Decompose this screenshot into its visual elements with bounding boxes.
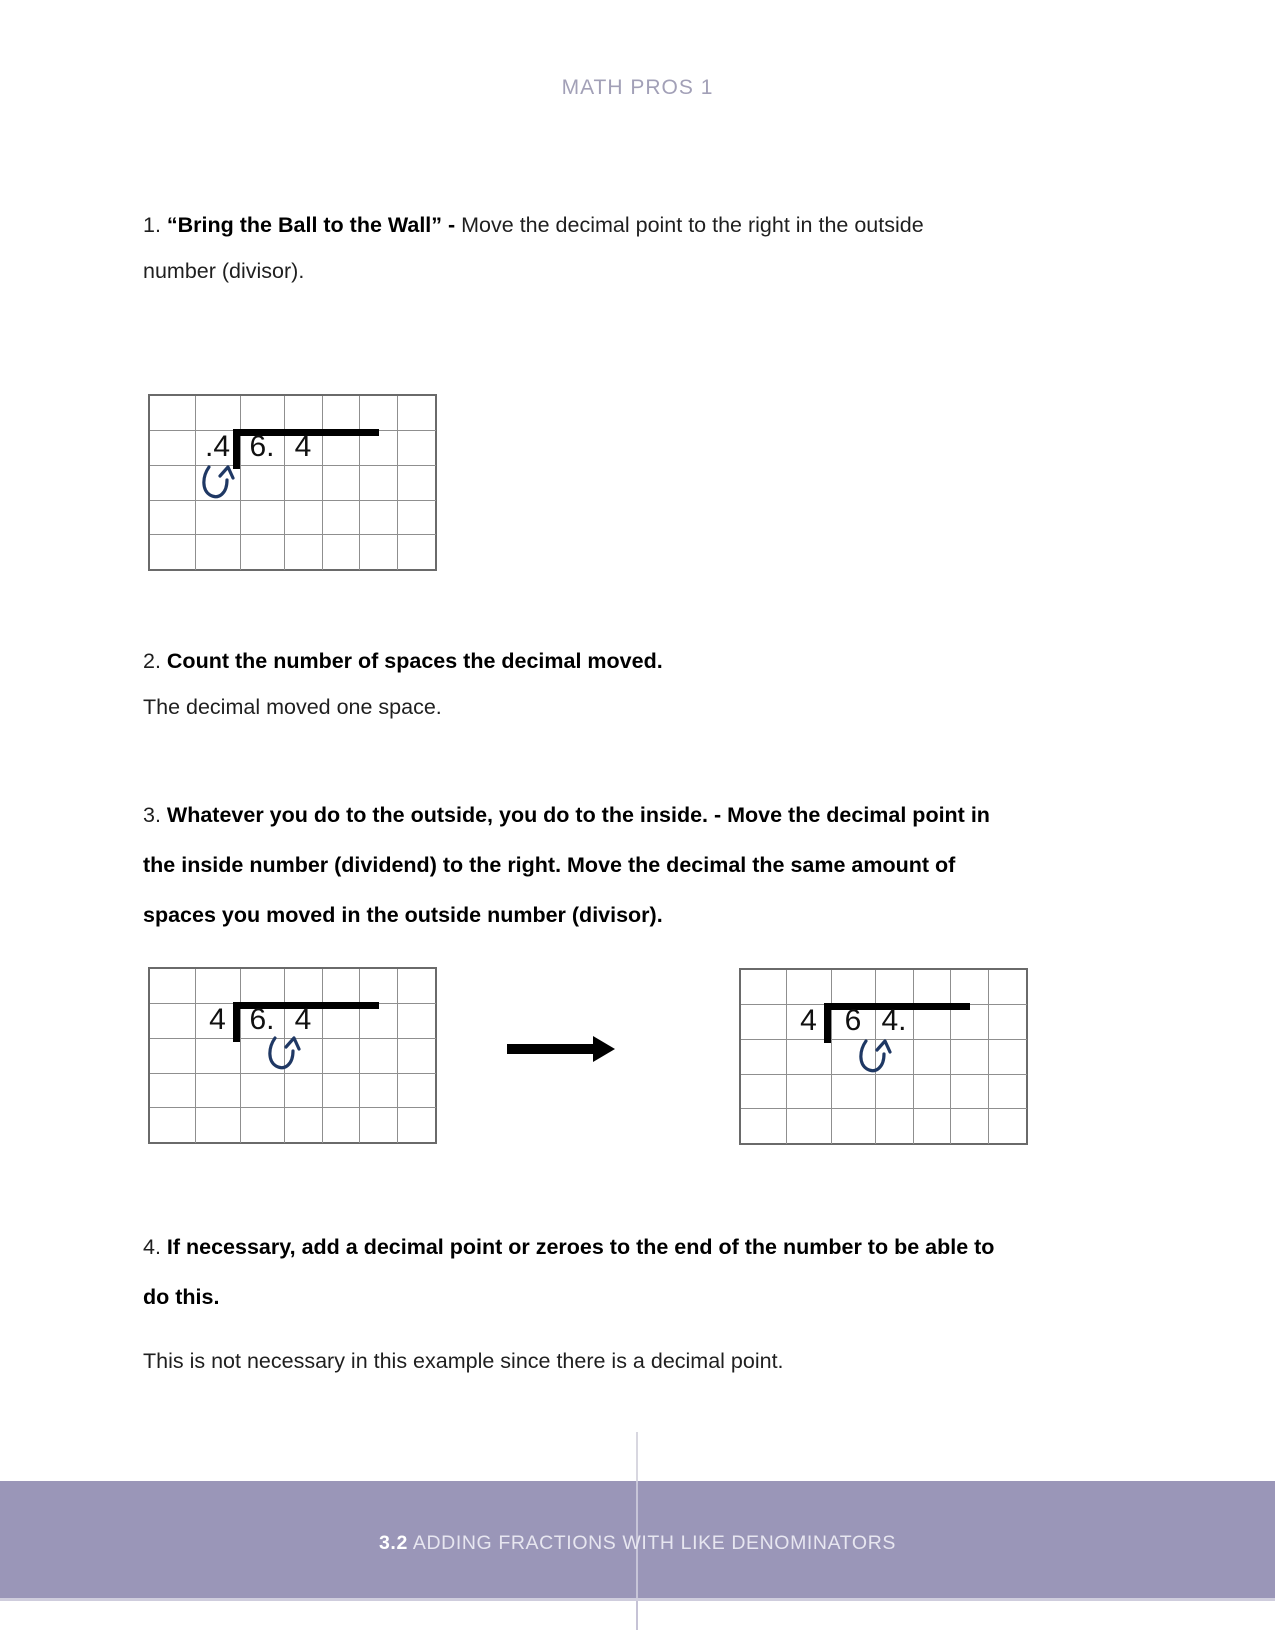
grid-cell	[913, 1074, 951, 1109]
grid-cell	[240, 500, 285, 535]
grid-cell	[950, 1108, 989, 1144]
grid-cell	[322, 1038, 360, 1074]
grid-cell	[240, 396, 285, 431]
grid-cell	[284, 465, 323, 501]
grid-cell	[786, 1039, 832, 1075]
division-grid-step1	[148, 394, 437, 571]
step-2-body	[143, 684, 442, 730]
grid-cell	[831, 1108, 876, 1144]
decimal-move-arrow-icon	[857, 1038, 899, 1074]
grid-number: 4	[294, 1003, 312, 1036]
grid-cell	[240, 1073, 285, 1108]
grid-cell	[195, 1107, 241, 1143]
grid-cell	[359, 465, 398, 501]
grid-cell	[950, 970, 989, 1005]
footer-title-text: ADDING FRACTIONS WITH LIKE DENOMINATORS	[412, 1532, 896, 1554]
grid-cell	[359, 1107, 398, 1143]
grid-cell	[150, 500, 196, 535]
grid-cell	[284, 534, 323, 570]
step-2-body-text: The decimal moved one space.	[143, 695, 442, 719]
step-3-line-3-text: spaces you moved in the outside number (divisor).	[143, 903, 663, 927]
grid-cell	[195, 1073, 241, 1108]
footer-text	[0, 1532, 1275, 1555]
grid-cell	[240, 969, 285, 1004]
step-3-line-2-text: the inside number (dividend) to the right. Move the decimal the same amount of	[143, 853, 956, 877]
grid-cell	[875, 1108, 914, 1144]
grid-cell	[195, 396, 241, 431]
grid-cell	[913, 1039, 951, 1075]
footer-divider-top	[636, 1432, 638, 1481]
footer-divider-bottom	[636, 1601, 638, 1630]
grid-cell	[741, 1004, 787, 1040]
grid-cell	[875, 970, 914, 1005]
step-4-line-1-text: If necessary, add a decimal point or zeroes to the end of the number to be able to	[166, 1235, 995, 1259]
decimal-move-arrow-icon	[266, 1035, 308, 1071]
grid-cell	[397, 1073, 436, 1108]
grid-number: 4.	[881, 1004, 907, 1037]
step-3-line-2	[143, 840, 955, 890]
grid-number: 6.	[249, 430, 275, 463]
grid-cell	[831, 970, 876, 1005]
grid-cell	[195, 1038, 241, 1074]
step-3-line-3	[143, 890, 663, 940]
step-1-line-2-text: number (divisor).	[143, 259, 305, 283]
grid-cell	[150, 969, 196, 1004]
grid-cell	[741, 970, 787, 1005]
grid-cell	[359, 969, 398, 1004]
grid-cell	[359, 1038, 398, 1074]
step-4-line-1	[143, 1222, 994, 1272]
step-4-body	[143, 1338, 784, 1384]
grid-cell	[786, 1074, 832, 1109]
step-1-line-1	[143, 202, 924, 248]
grid-cell	[359, 396, 398, 431]
grid-cell	[284, 396, 323, 431]
grid-cell	[988, 1074, 1027, 1109]
grid-number: 4	[209, 1003, 226, 1036]
step-4-line-2	[143, 1272, 219, 1322]
grid-cell	[397, 969, 436, 1004]
grid-cell	[240, 465, 285, 501]
step-2-number: 2.	[143, 649, 167, 673]
grid-cell	[150, 1003, 196, 1039]
grid-cell	[150, 1073, 196, 1108]
grid-cell	[150, 396, 196, 431]
grid-cell	[322, 500, 360, 535]
step-1-line-2	[143, 248, 304, 294]
step-1-bold-text: “Bring the Ball to the Wall” -	[166, 213, 462, 237]
grid-cell	[950, 1074, 989, 1109]
grid-cell	[284, 500, 323, 535]
page-header-title: MATH PROS 1	[561, 76, 714, 99]
grid-cell	[322, 465, 360, 501]
grid-cell	[195, 969, 241, 1004]
grid-cell	[322, 396, 360, 431]
right-arrow-icon	[507, 1036, 615, 1062]
grid-cell	[831, 1074, 876, 1109]
grid-cell	[988, 1039, 1027, 1075]
grid-cell	[240, 1107, 285, 1143]
right-arrow-head	[593, 1036, 615, 1062]
step-1-number: 1.	[143, 213, 167, 237]
right-arrow-shaft	[507, 1044, 593, 1054]
grid-cell	[741, 1074, 787, 1109]
grid-cell	[397, 1107, 436, 1143]
division-grid-after	[739, 968, 1028, 1145]
grid-number: 6	[844, 1004, 862, 1037]
grid-cell	[284, 969, 323, 1004]
grid-cell	[150, 430, 196, 466]
grid-cell	[786, 1108, 832, 1144]
grid-cell	[284, 1073, 323, 1108]
grid-cell	[240, 534, 285, 570]
grid-cell	[741, 1039, 787, 1075]
grid-cell	[359, 500, 398, 535]
grid-cell	[150, 1107, 196, 1143]
decimal-move-arrow-icon	[200, 464, 242, 500]
division-grid-before	[148, 967, 437, 1144]
grid-cell	[397, 465, 436, 501]
grid-cell	[359, 1073, 398, 1108]
step-2-bold-text: Count the number of spaces the decimal moved.	[166, 649, 663, 673]
grid-cell	[284, 1107, 323, 1143]
grid-cell	[875, 1074, 914, 1109]
step-3-line-1	[143, 790, 990, 840]
grid-cell	[397, 500, 436, 535]
grid-cell	[786, 970, 832, 1005]
grid-cell	[988, 970, 1027, 1005]
grid-number: 4	[294, 430, 312, 463]
grid-number: 4	[800, 1004, 817, 1037]
step-1-rest-text: Move the decimal point to the right in the outside	[461, 213, 924, 237]
grid-cell	[988, 1108, 1027, 1144]
grid-cell	[322, 1107, 360, 1143]
step-3-number: 3.	[143, 803, 167, 827]
grid-cell	[322, 534, 360, 570]
grid-cell	[988, 1004, 1027, 1040]
grid-cell	[322, 1073, 360, 1108]
grid-number: 6.	[249, 1003, 275, 1036]
grid-cell	[397, 1003, 436, 1039]
grid-cell	[397, 534, 436, 570]
step-3-line-1-text: Whatever you do to the outside, you do to the inside. - Move the decimal point in	[166, 803, 990, 827]
grid-cell	[397, 430, 436, 466]
grid-cell	[397, 1038, 436, 1074]
grid-cell	[150, 534, 196, 570]
grid-cell	[195, 534, 241, 570]
grid-cell	[913, 1108, 951, 1144]
grid-cell	[322, 969, 360, 1004]
grid-cell	[913, 970, 951, 1005]
step-4-line-2-text: do this.	[143, 1285, 220, 1309]
grid-cell	[950, 1039, 989, 1075]
grid-cell	[359, 534, 398, 570]
grid-cell	[741, 1108, 787, 1144]
step-2-heading	[143, 638, 663, 684]
step-4-body-text: This is not necessary in this example since there is a decimal point.	[143, 1349, 784, 1373]
step-4-number: 4.	[143, 1235, 167, 1259]
grid-cell	[150, 1038, 196, 1074]
grid-cell	[397, 396, 436, 431]
footer-section-number: 3.2	[378, 1532, 408, 1554]
grid-cell	[150, 465, 196, 501]
grid-cell	[195, 500, 241, 535]
grid-number: .4	[204, 430, 231, 463]
